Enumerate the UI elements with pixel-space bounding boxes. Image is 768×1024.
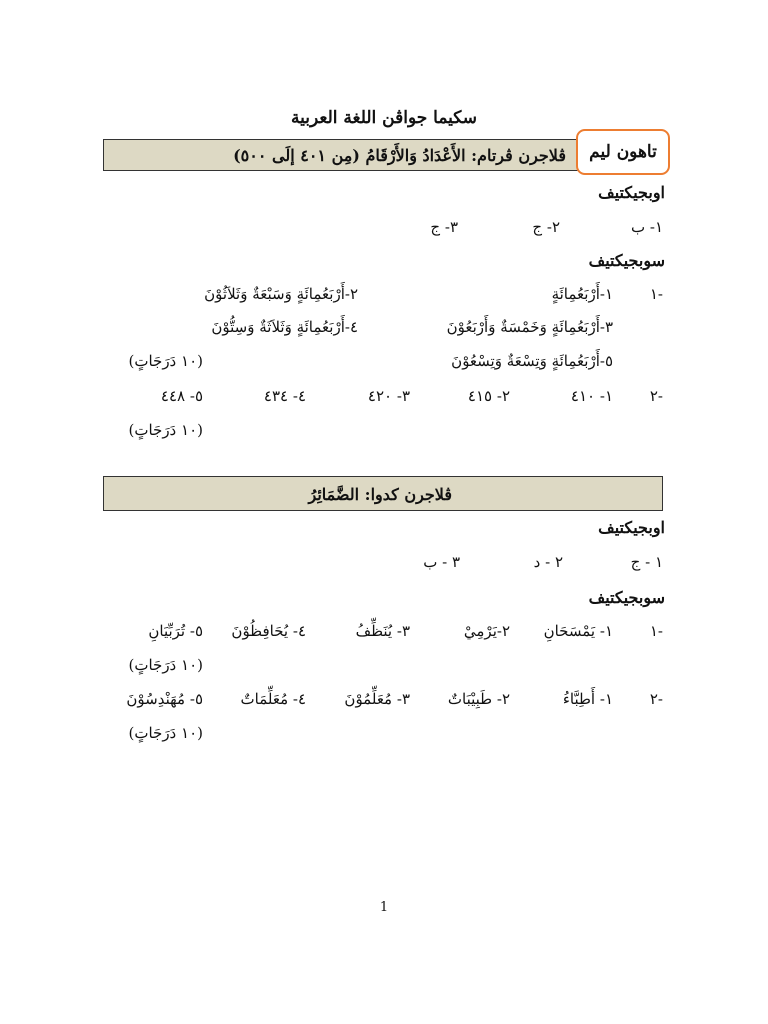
section2-objective-answer-3: ٣ - ب xyxy=(423,553,460,571)
section1-q2-number: ٢- xyxy=(649,387,663,405)
section1-q2-answer-1: ١- ٤١٠ xyxy=(570,387,613,405)
section1-subjective-heading: سوبجيکتيف xyxy=(588,251,665,270)
section2-header-text: ڤلاجرن كدوا: الضَّمَائِرُ xyxy=(308,485,452,504)
section1-q1-answer-5: ٥-أَرْبَعُمِائَةٍ وَتِسْعَةٌ وَتِسْعُوْنَ xyxy=(451,352,613,370)
section2-header-bar xyxy=(103,476,663,511)
section1-q1-marks: (١٠ دَرَجَاتٍ) xyxy=(128,352,203,370)
section2-q2-answer-2: ٢- طَبِيْبَاتٌ xyxy=(447,690,510,708)
section1-q2-answer-5: ٥- ٤٤٨ xyxy=(160,387,203,405)
section1-q1-answer-2: ٢-أَرْبَعُمِائَةٍ وَسَبْعَةٌ وَثَلاَثُوْنَ xyxy=(204,285,358,303)
section2-q1-answer-4: ٤- يُحَافِظُوْنَ xyxy=(231,622,306,640)
section1-q2-answer-3: ٣- ٤٢٠ xyxy=(367,387,410,405)
section1-q1-answer-4: ٤-أَرْبَعُمِائَةٍ وَثَلاَثَةٌ وَسِتُّوْنَ xyxy=(211,318,358,336)
section2-q2-answer-4: ٤- مُعَلِّمَاتٌ xyxy=(240,690,306,708)
section1-q1-answer-1: ١-أَرْبَعُمِائَةٍ xyxy=(551,285,613,303)
section2-objective-answer-2: ٢ - د xyxy=(533,553,563,571)
section2-q2-answer-5: ٥- مُهَنْدِسُوْنَ xyxy=(126,690,203,708)
section1-q1-number: ١- xyxy=(649,285,663,303)
level-badge: تاهون ليم xyxy=(576,129,670,175)
section1-objective-answer-2: ٢- ج xyxy=(532,218,560,236)
section2-q2-number: ٢- xyxy=(649,690,663,708)
section2-q1-answer-2: ٢-يَرْمِيْ xyxy=(463,622,510,640)
section1-q1-answer-3: ٣-أَرْبَعُمِائَةٍ وَخَمْسَةٌ وَأَرْبَعُوْنَ xyxy=(446,318,613,336)
section2-q1-answer-5: ٥- تُرَبِّيَانِ xyxy=(148,622,203,640)
section2-q2-answer-1: ١- أَطِبَّاءُ xyxy=(562,690,613,708)
section1-objective-answer-3: ٣- ج xyxy=(430,218,458,236)
page-number: 1 xyxy=(379,900,389,915)
section2-q1-number: ١- xyxy=(649,622,663,640)
section2-objective-answer-1: ١ - ج xyxy=(630,553,663,571)
section2-q2-marks: (١٠ دَرَجَاتٍ) xyxy=(128,724,203,742)
section1-q2-answer-2: ٢- ٤١٥ xyxy=(467,387,510,405)
section2-q1-marks: (١٠ دَرَجَاتٍ) xyxy=(128,656,203,674)
section1-objective-heading: اوبجيکتيف xyxy=(598,183,665,202)
section1-q2-answer-4: ٤- ٤٣٤ xyxy=(263,387,306,405)
section2-subjective-heading: سوبجيکتيف xyxy=(588,588,665,607)
section2-q2-answer-3: ٣- مُعَلِّمُوْنَ xyxy=(344,690,410,708)
section1-header-text: ڤلاجرن ڤرتام: الأَعْدَادُ وَالأَرْقَامُ (مِن ٤٠١ إلَى ٥٠٠) xyxy=(233,146,566,165)
document-title: سکيما جواڤن اللغة العربية xyxy=(291,108,477,128)
section2-q1-answer-3: ٣- يُنَظِّفُ xyxy=(355,622,410,640)
section2-q1-answer-1: ١- يَمْسَحَانِ xyxy=(543,622,613,640)
section1-objective-answer-1: ١- ب xyxy=(630,218,663,236)
section1-q2-marks: (١٠ دَرَجَاتٍ) xyxy=(128,421,203,439)
section2-objective-heading: اوبجيکتيف xyxy=(598,518,665,537)
